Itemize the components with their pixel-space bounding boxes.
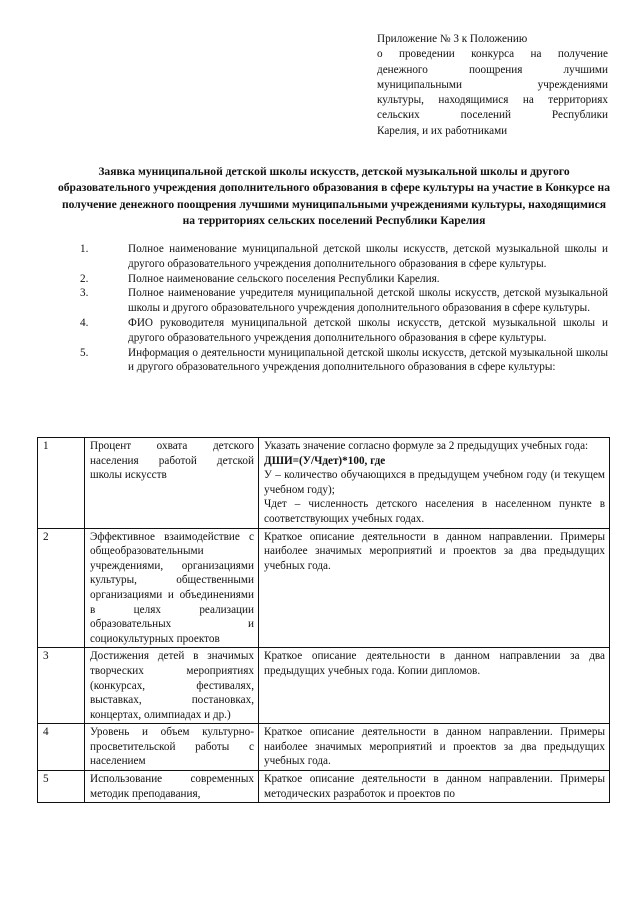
list-item: [80, 242, 608, 272]
list-item-text: Полное наименование учредителя муниципальной детской школы искусств, детской музыкальной школы и другого образовательного учреждения дополнительного образования в сфере культуры.: [128, 287, 608, 315]
appendix-line: о проведении конкурса на получение: [377, 48, 608, 61]
criterion-cell: Уровень и объем культурно-просветительской работы с населением: [85, 724, 259, 771]
list-item-number: 1.: [80, 243, 89, 255]
description-cell: Краткое описание деятельности в данном направлении за два предыдущих учебных года. Копии дипломов.: [259, 648, 610, 724]
table-row: [38, 648, 610, 724]
criterion-cell: Процент охвата детского населения работой детской школы искусств: [85, 438, 259, 529]
row-number: 5: [38, 771, 85, 803]
table-row: [38, 771, 610, 803]
table-row: [38, 438, 610, 529]
table-row: [38, 528, 610, 648]
appendix-line: денежного поощрения лучшими: [377, 63, 608, 76]
numbered-list: [80, 242, 608, 375]
row-number: 2: [38, 528, 85, 648]
list-item-number: 4.: [80, 316, 89, 329]
formula-ch-definition: Чдет – численность детского населения в населенном пункте в соответствующих учебных годах.: [264, 498, 605, 525]
row-number: 4: [38, 724, 85, 771]
appendix-line: муниципальными учреждениями: [377, 78, 608, 91]
list-item: [80, 346, 608, 376]
criteria-table: [37, 437, 610, 803]
list-item-text: ФИО руководителя муниципальной детской школы искусств, детской музыкальной школы и другого образовательного учреждения дополнительного образования в сфере культуры.: [128, 316, 608, 344]
formula-u-definition: У – количество обучающихся в предыдущем учебном году (и текущем учебном году);: [264, 469, 605, 496]
formula-intro: Указать значение согласно формуле за 2 предыдущих учебных года:: [264, 440, 589, 452]
description-cell: Краткое описание деятельности в данном направлении. Примеры наиболее значимых мероприятий и проектов за два предыдущих учебных года.: [259, 528, 610, 648]
document-title: Заявка муниципальной детской школы искусств, детской музыкальной школы и другого образовательного учреждения дополнительного образования в сфере культуры на участие в Конкурсе на получение денежного поощрения лучшими муниципальными учреждениями культуры, находящимися на территориях сельских поселений Республики Карелия: [57, 165, 611, 227]
appendix-line: сельских поселений Республики: [377, 109, 608, 122]
list-item-number: 3.: [80, 287, 89, 300]
row-number: 1: [38, 438, 85, 529]
list-item-text: Информация о деятельности муниципальной детской школы искусств, детской музыкальной школы и другого образовательного учреждения дополнительного образования в сфере культуры:: [128, 346, 608, 374]
appendix-note: [377, 32, 608, 139]
description-cell: Краткое описание деятельности в данном направлении. Примеры наиболее значимых мероприятий и проектов за два предыдущих учебных года.: [259, 724, 610, 771]
row-number: 3: [38, 648, 85, 724]
formula: ДШИ=(У/Чдет)*100, где: [264, 454, 386, 467]
appendix-line: Карелия, и их работниками: [377, 124, 508, 137]
table-row: [38, 724, 610, 771]
list-item: [80, 316, 608, 346]
list-item: [80, 272, 608, 287]
appendix-line: культуры, находящимися на территориях: [377, 94, 608, 107]
list-item: [80, 286, 608, 316]
list-item-text: Полное наименование сельского поселения Республики Карелия.: [128, 272, 440, 285]
criterion-cell: Использование современных методик преподавания,: [85, 771, 259, 803]
criterion-cell: Эффективное взаимодействие с общеобразовательными учреждениями, организациями культуры, общественными организациями и объединениями в целях реализации образовательных и социокультурных проектов: [85, 528, 259, 648]
criterion-cell: Достижения детей в значимых творческих мероприятиях (конкурсах, фестивалях, выставках, постановках, концертах, олимпиадах и др.): [85, 648, 259, 724]
description-cell: [259, 438, 610, 529]
list-item-text: Полное наименование муниципальной детской школы искусств, детской музыкальной школы и другого образовательного учреждения дополнительного образования в сфере культуры.: [128, 243, 608, 270]
appendix-line: Приложение № 3 к Положению: [377, 33, 528, 45]
list-item-number: 2.: [80, 272, 89, 285]
list-item-number: 5.: [80, 346, 89, 359]
description-cell: Краткое описание деятельности в данном направлении. Примеры методических разработок и проектов по: [259, 771, 610, 803]
